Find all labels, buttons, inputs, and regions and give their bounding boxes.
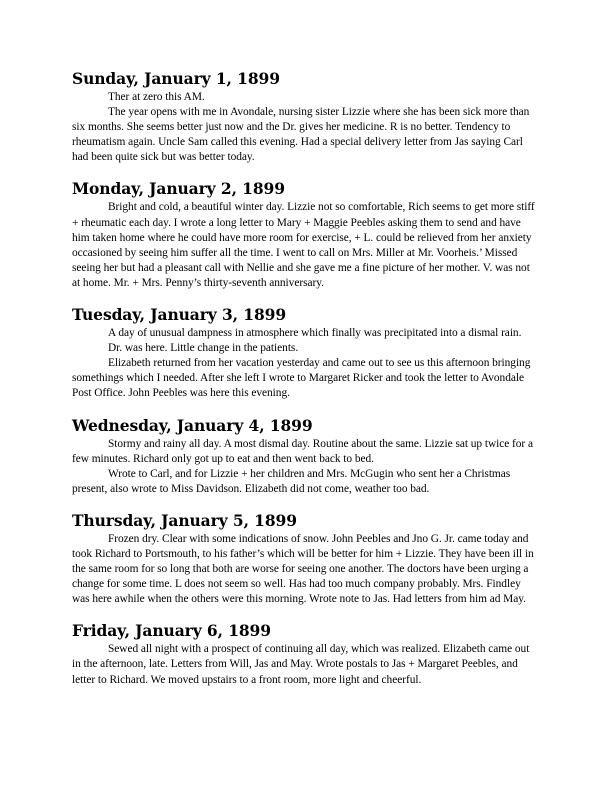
diary-content bbox=[72, 70, 540, 703]
entry-paragraph: Frozen dry. Clear with some indications of snow. John Peebles and Jno G. Jr. came today and took Richard to Portsmouth, to his father’s which will be better for him + Lizzie. They have been ill in the same room for so long that both are worse for seeing one another. The doctors have been urging a change for some time. L does not seem so well. Has had too much company probably. Mrs. Findley was here awhile when the others were this morning. Wrote note to Jas. Had letters from him ad May. bbox=[72, 532, 534, 606]
entry-date-heading: Friday, January 6, 1899 bbox=[72, 621, 271, 641]
diary-entry-jan-6 bbox=[72, 622, 540, 687]
entry-paragraph: Sewed all night with a prospect of continuing all day, which was realized. Elizabeth came out in the afternoon, late. Letters from Will, Jas and May. Wrote postals to Jas + Margaret Peebles, and letter to Richard. We moved upstairs to a front room, more light and cheerful. bbox=[72, 643, 530, 686]
diary-entry-jan-5 bbox=[72, 512, 540, 607]
entry-paragraph: A day of unusual dampness in atmosphere which finally was precipitated into a dismal rain. bbox=[108, 327, 522, 340]
entry-paragraph: Wrote to Carl, and for Lizzie + her children and Mrs. McGugin who sent her a Christmas present, also wrote to Miss Davidson. Elizabeth did not come, weather too bad. bbox=[72, 467, 511, 495]
entry-paragraph: Stormy and rainy all day. A most dismal day. Routine about the same. Lizzie sat up twice for a few minutes. Richard only got up to eat and then went back to bed. bbox=[72, 437, 533, 465]
diary-entry-jan-3 bbox=[72, 306, 540, 401]
entry-date-heading: Thursday, January 5, 1899 bbox=[72, 510, 297, 530]
entry-date-heading: Monday, January 2, 1899 bbox=[72, 179, 285, 199]
entry-paragraph: Bright and cold, a beautiful winter day. Lizzie not so comfortable, Rich seems to get more stiff + rheumatic each day. I wrote a long letter to Mary + Maggie Peebles asking them to send and have him taken home where he could have more room for exercise, + L. could be relieved from her anxiety occasioned by seeing him suffer all the time. I went to call on Mrs. Miller at Mr. Voorheis.’ Missed seeing her but had a pleasant call with Nellie and she gave me a fine picture of her mother. V. was not at home. Mr. + Mrs. Penny’s thirty-seventh anniversary. bbox=[72, 201, 535, 289]
entry-paragraph: Ther at zero this AM. bbox=[108, 91, 205, 103]
entry-paragraph: Dr. was here. Little change in the patients. bbox=[108, 342, 299, 355]
diary-entry-jan-2 bbox=[72, 180, 540, 291]
diary-entry-jan-1 bbox=[72, 70, 540, 165]
entry-date-heading: Wednesday, January 4, 1899 bbox=[72, 415, 313, 435]
entry-paragraph: Elizabeth returned from her vacation yesterday and came out to see us this afternoon bringing somethings which I needed. After she left I wrote to Margaret Ricker and took the letter to Avondale Post Office. John Peebles was here this evening. bbox=[72, 357, 531, 400]
diary-entry-jan-4 bbox=[72, 417, 540, 497]
entry-paragraph: The year opens with me in Avondale, nursing sister Lizzie where she has been sick more than six months. She seems better just now and the Dr. gives her medicine. R is no better. Tendency to rheumatism again. Uncle Sam called this evening. Had a special delivery letter from Jas saying Carl had been quite sick but was better today. bbox=[72, 106, 530, 164]
entry-date-heading: Sunday, January 1, 1899 bbox=[72, 69, 280, 88]
entry-date-heading: Tuesday, January 3, 1899 bbox=[72, 305, 287, 325]
